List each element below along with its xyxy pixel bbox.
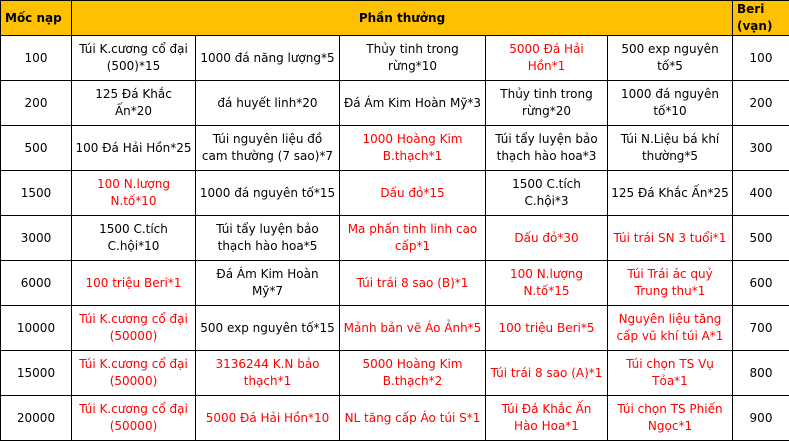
beri-cell: 500 (733, 216, 789, 261)
table-row (1, 351, 789, 396)
reward-cell: Túi trái SN 3 tuổi*1 (608, 216, 733, 261)
reward-cell: 100 N.lượng N.tố*10 (72, 171, 196, 216)
header-moc-nap: Mốc nạp (1, 1, 72, 36)
reward-cell: NL tăng cấp Áo túi S*1 (340, 396, 486, 441)
reward-cell: Túi Trái ác quỷ Trung thu*1 (608, 261, 733, 306)
reward-cell: 1000 đá năng lượng*5 (196, 36, 340, 81)
reward-cell: 1000 đá nguyên tố*10 (608, 81, 733, 126)
beri-cell: 700 (733, 306, 789, 351)
reward-cell: 125 Đá Khắc Ấn*20 (72, 81, 196, 126)
reward-cell: Túi trái 8 sao (A)*1 (486, 351, 608, 396)
reward-cell: Dấu đỏ*30 (486, 216, 608, 261)
reward-cell: Mảnh bản vẽ Áo Ảnh*5 (340, 306, 486, 351)
reward-cell: Ma phấn tinh linh cao cấp*1 (340, 216, 486, 261)
reward-cell: 1500 C.tích C.hội*3 (486, 171, 608, 216)
moc-nap-cell: 1500 (1, 171, 72, 216)
beri-cell: 900 (733, 396, 789, 441)
reward-cell: 125 Đá Khắc Ấn*25 (608, 171, 733, 216)
beri-cell: 200 (733, 81, 789, 126)
reward-cell: 100 N.lượng N.tố*15 (486, 261, 608, 306)
table-row (1, 81, 789, 126)
reward-cell: 1500 C.tích C.hội*10 (72, 216, 196, 261)
table-row (1, 36, 789, 81)
header-row (1, 1, 789, 36)
reward-cell: Túi Đá Khắc Ấn Hào Hoa*1 (486, 396, 608, 441)
moc-nap-cell: 500 (1, 126, 72, 171)
beri-cell: 100 (733, 36, 789, 81)
table-row (1, 261, 789, 306)
table-row (1, 306, 789, 351)
reward-cell: Thủy tinh trong rừng*10 (340, 36, 486, 81)
table-body (1, 36, 789, 441)
reward-cell: Túi tẩy luyện bảo thạch hào hoa*3 (486, 126, 608, 171)
reward-cell: 100 triệu Beri*1 (72, 261, 196, 306)
reward-cell: 1000 Hoàng Kim B.thạch*1 (340, 126, 486, 171)
beri-cell: 300 (733, 126, 789, 171)
moc-nap-cell: 100 (1, 36, 72, 81)
moc-nap-cell: 10000 (1, 306, 72, 351)
reward-cell: Túi K.cương cổ đại (50000) (72, 306, 196, 351)
reward-cell: 500 exp nguyên tố*15 (196, 306, 340, 351)
reward-cell: 5000 Đá Hải Hồn*1 (486, 36, 608, 81)
reward-cell: Dấu đỏ*15 (340, 171, 486, 216)
reward-cell: Túi K.cương cổ đại (50000) (72, 351, 196, 396)
reward-cell: 5000 Đá Hải Hồn*10 (196, 396, 340, 441)
header-phan-thuong: Phần thưởng (72, 1, 733, 36)
header-beri: Beri (vạn) (733, 1, 789, 36)
reward-cell: Túi K.cương cổ đại (50000) (72, 396, 196, 441)
reward-cell: 5000 Hoàng Kim B.thạch*2 (340, 351, 486, 396)
table-row (1, 216, 789, 261)
table-row (1, 126, 789, 171)
reward-cell: Túi tẩy luyện bảo thạch hào hoa*5 (196, 216, 340, 261)
moc-nap-cell: 3000 (1, 216, 72, 261)
reward-cell: Đá Ám Kim Hoàn Mỹ*7 (196, 261, 340, 306)
reward-cell: Túi trái 8 sao (B)*1 (340, 261, 486, 306)
beri-cell: 400 (733, 171, 789, 216)
reward-cell: Túi K.cương cổ đại (500)*15 (72, 36, 196, 81)
beri-cell: 800 (733, 351, 789, 396)
reward-cell: 100 Đá Hải Hồn*25 (72, 126, 196, 171)
reward-cell: 100 triệu Beri*5 (486, 306, 608, 351)
beri-cell: 600 (733, 261, 789, 306)
reward-cell: 3136244 K.N bảo thạch*1 (196, 351, 340, 396)
moc-nap-cell: 20000 (1, 396, 72, 441)
reward-cell: Túi chọn TS Phiến Ngọc*1 (608, 396, 733, 441)
reward-cell: 500 exp nguyên tố*5 (608, 36, 733, 81)
reward-cell: 1000 đá nguyên tố*15 (196, 171, 340, 216)
reward-cell: Túi N.Liệu bá khí thường*5 (608, 126, 733, 171)
reward-cell: Thủy tinh trong rừng*20 (486, 81, 608, 126)
table-row (1, 396, 789, 441)
reward-cell: Đá Ám Kim Hoàn Mỹ*3 (340, 81, 486, 126)
reward-cell: Nguyên liệu tăng cấp vũ khí túi A*1 (608, 306, 733, 351)
table-row (1, 171, 789, 216)
reward-cell: đá huyết linh*20 (196, 81, 340, 126)
reward-cell: Túi nguyên liệu đồ cam thường (7 sao)*7 (196, 126, 340, 171)
moc-nap-cell: 200 (1, 81, 72, 126)
reward-cell: Túi chọn TS Vụ Tỏa*1 (608, 351, 733, 396)
moc-nap-cell: 6000 (1, 261, 72, 306)
moc-nap-cell: 15000 (1, 351, 72, 396)
